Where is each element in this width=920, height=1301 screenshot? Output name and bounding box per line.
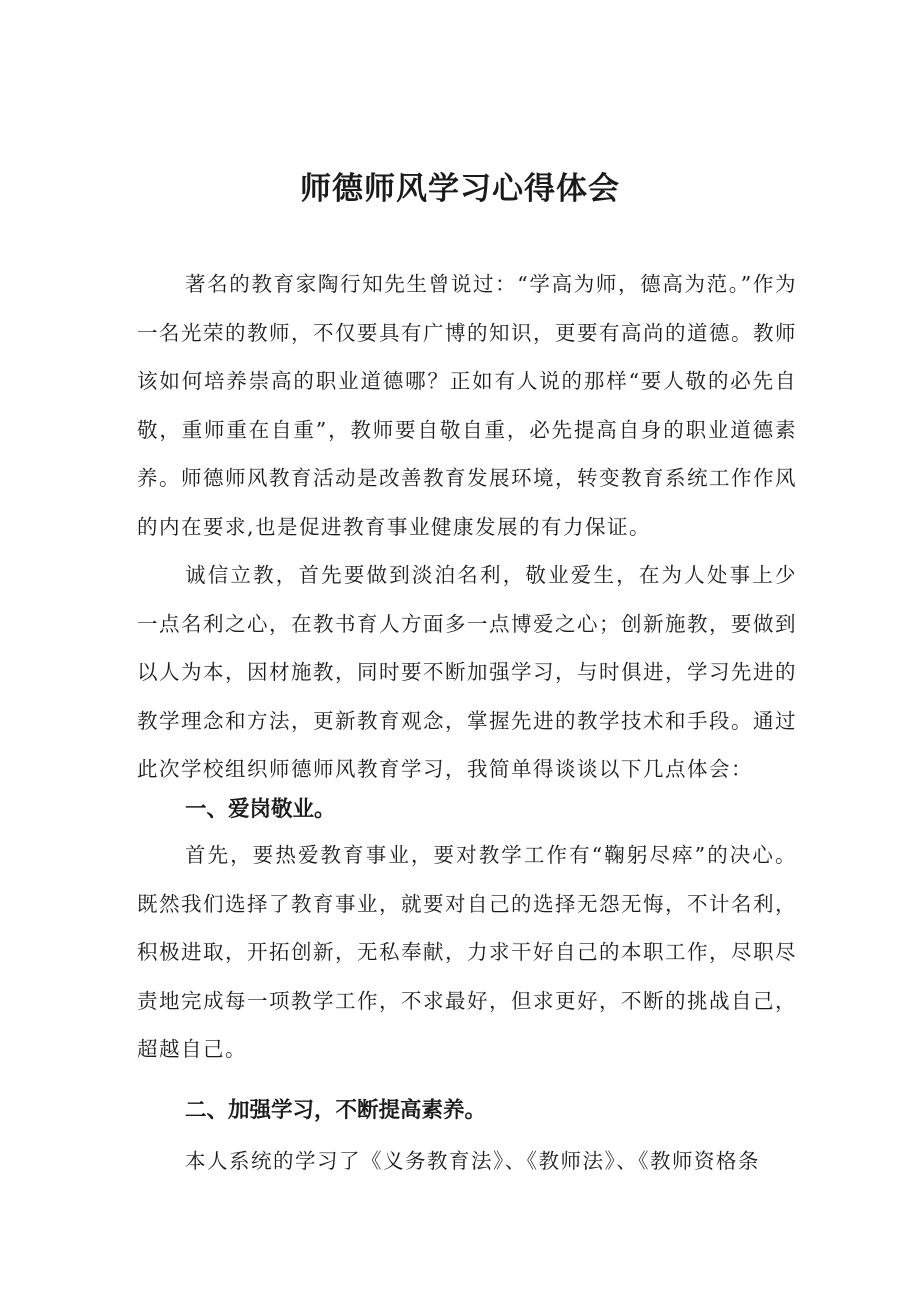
paragraph-integrity: 诚信立教，首先要做到淡泊名利，敬业爱生，在为人处事上少一点名利之心，在教书育人方面多一点博爱之心；创新施教，要做到以人为本，因材施教，同时要不断加强学习，与时俱进，学习先进的教学理念和方法，更新教育观念，掌握先进的教学技术和手段。通过此次学校组织师德师风教育学习，我简单得谈谈以下几点体会： [137, 563, 797, 782]
paragraph-study: 本人系统的学习了《义务教育法》、《教师法》、《教师资格条 [185, 1149, 760, 1173]
paragraph-intro: 著名的教育家陶行知先生曾说过：“学高为师，德高为范。”作为一名光荣的教师，不仅要具有广博的知识，更要有高尚的道德。教师该如何培养崇高的职业道德哪？正如有人说的那样“要人敬的必先自敬，重师重在自重”，教师要自敬自重，必先提高自身的职业道德素养。师德师风教育活动是改善教育发展环境，转变教育系统工作作风的内在要求,也是促进教育事业健康发展的有力保证。 [137, 272, 797, 539]
paragraph-dedication: 首先，要热爱教育事业，要对教学工作有“鞠躬尽瘁”的决心。既然我们选择了教育事业，就要对自己的选择无怨无悔，不计名利，积极进取，开拓创新，无私奉献，力求干好自己的本职工作，尽职尽责地完成每一项教学工作，不求最好，但求更好，不断的挑战自己，超越自己。 [137, 843, 797, 1062]
document-title: 师德师风学习心得体会 [300, 171, 620, 207]
section-heading-2: 二、加强学习，不断提高素养。 [185, 1098, 487, 1123]
section-heading-1: 一、爱岗敬业。 [185, 797, 336, 822]
